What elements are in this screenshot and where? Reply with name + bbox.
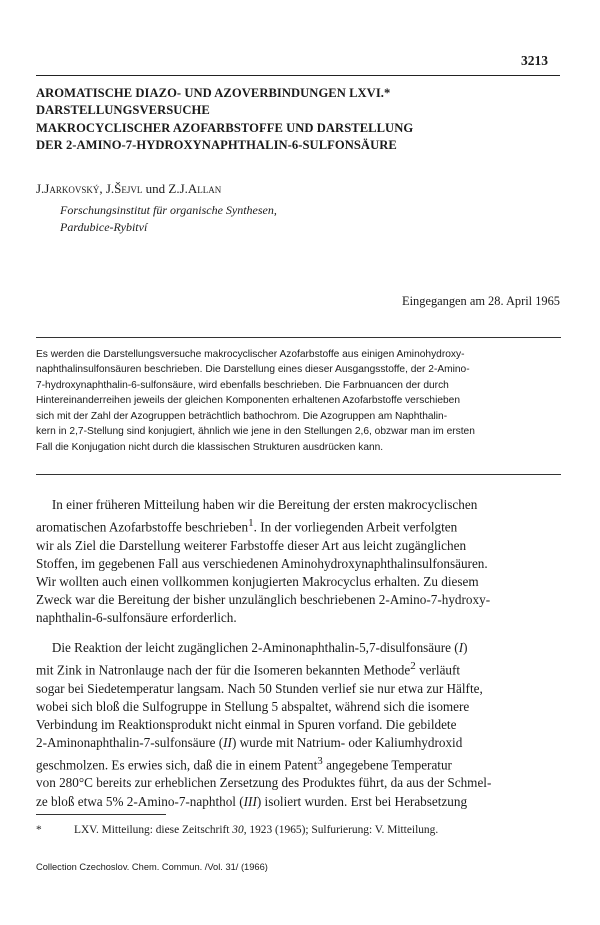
body-line: ze bloß etwa 5% 2-Amino-7-naphthol (III) isoliert wurden. Erst bei Herabsetzung — [36, 793, 468, 809]
body-line: Wir wollten auch einen vollkommen konjugierten Makrocyclus erhalten. Zu diesem — [36, 573, 479, 589]
abstract-line: 7-hydroxynaphthalin-6-sulfonsäure, wird ebenfalls beschrieben. Die Farbnuancen der durch — [36, 379, 449, 391]
paragraph-1 — [36, 496, 564, 627]
abstract-line: sich mit der Zahl der Azogruppen beträchtlich bathochrom. Die Azogruppen am Naphthalin- — [36, 410, 448, 422]
abstract-line: Hintereinanderreihen jeweils der gleichen Komponenten erhaltenen Azofarbstoffe verschieben — [36, 395, 460, 407]
reference-mark: 2 — [410, 660, 416, 673]
body-line: Stoffen, im gegebenen Fall aus verschiedenen Aminohydroxynaphthalinsulfonsäuren. — [36, 555, 488, 571]
footnote-mark: * — [36, 824, 42, 836]
header-rule — [36, 75, 560, 76]
article-title — [36, 85, 561, 154]
abstract-line: Es werden die Darstellungsversuche makrocyclischer Azofarbstoffe aus einigen Aminohydroxy- — [36, 349, 465, 360]
body-line: In einer früheren Mitteilung haben wir die Bereitung der ersten makrocyclischen — [51, 497, 478, 512]
page-number: 3213 — [521, 53, 548, 68]
affiliation — [60, 202, 277, 236]
body-line: mit Zink in Natronlauge nach der für die Isomeren bekannten Methode$^2$ verläuft — [36, 660, 461, 678]
paragraph-gap — [36, 627, 564, 639]
author-list — [36, 180, 221, 198]
body-line: wir als Ziel die Darstellung weiterer Farbstoffe dieser Art aus leicht zugänglichen — [36, 537, 467, 553]
title-line-4: DER 2-AMINO-7-HYDROXYNAPHTHALIN-6-SULFONSÄURE — [36, 137, 397, 152]
reference-mark: 1 — [248, 517, 254, 530]
affiliation-line: Pardubice-Rybitví — [60, 220, 148, 234]
author-name: J.Šejvl — [105, 181, 143, 196]
title-line-3: MAKROCYCLISCHER AZOFARBSTOFFE UND DARSTELLUNG — [36, 120, 414, 135]
affiliation-line: Forschungsinstitut für organische Synthesen, — [60, 203, 277, 217]
body-line: wobei sich bloß die Sulfogruppe in Stellung 5 abspaltet, während sich die isomere — [36, 698, 470, 714]
body-line: 2-Aminonaphthalin-7-sulfonsäure (II) wurde mit Natrium- oder Kaliumhydroxid — [36, 734, 463, 750]
author-name: Z.J.Allan — [168, 181, 222, 196]
body-line: von 280°C bereits zur erheblichen Zersetzung des Produktes führt, da aus der Schmel- — [36, 775, 492, 791]
abstract-line: Fall die Konjugation nicht durch die klassischen Strukturen ausdrücken kann. — [36, 441, 384, 453]
body-line: Zweck war die Bereitung der bisher unzulänglich beschriebenen 2-Amino-7-hydroxy- — [36, 591, 491, 607]
received-date: Eingegangen am 28. April 1965 — [402, 294, 560, 308]
footnote-rule — [36, 814, 166, 815]
body-line: geschmolzen. Es erwies sich, daß die in einem Patent$^3$ angegebene Temperatur — [36, 755, 452, 773]
footnote: * LXV. Mitteilung: diese Zeitschrift 30, 1923 (1965); Sulfurierung: V. Mitteilung. — [36, 824, 439, 836]
body-line: sogar bei Siedetemperatur langsam. Nach 50 Stunden verlief sie nur etwa zur Hälfte, — [36, 680, 483, 696]
compound-label: II — [223, 734, 232, 750]
abstract-line: kern in 2,7-Stellung sind konjugiert, ähnlich wie jene in den Stellungen 2,6, obzwar man im ersten — [36, 426, 475, 438]
abstract-line: naphthalinsulfonsäuren beschrieben. Die Darstellung eines dieser Ausgangsstoffe, der 2-Amino- — [36, 364, 470, 376]
footnote-volume: 30 — [232, 824, 244, 836]
author-conjunction: und — [145, 181, 166, 196]
title-line-1: AROMATISCHE DIAZO- UND AZOVERBINDUNGEN LXVI.* — [36, 86, 391, 100]
compound-label: III — [243, 793, 257, 809]
compound-label: I — [458, 640, 464, 656]
body-text — [36, 496, 564, 811]
body-line: naphthalin-6-sulfonsäure erforderlich. — [36, 609, 237, 625]
abstract — [36, 347, 561, 455]
body-line: Verbindung im Reaktionsprodukt nicht einmal in Spuren vorfand. Die gebildete — [36, 716, 457, 732]
journal-citation: Collection Czechoslov. Chem. Commun. /Vol. 31/ (1966) — [36, 862, 268, 872]
body-line: Die Reaktion der leicht zugänglichen 2-Aminonaphthalin-5,7-disulfonsäure (I) — [51, 640, 468, 656]
title-line-2: DARSTELLUNGSVERSUCHE — [36, 103, 210, 118]
paragraph-2 — [36, 639, 564, 811]
body-line: aromatischen Azofarbstoffe beschrieben$^1$. In der vorliegenden Arbeit verfolgten — [36, 517, 458, 535]
author-name: J.Jarkovský, — [36, 181, 103, 196]
reference-mark: 3 — [317, 755, 323, 767]
